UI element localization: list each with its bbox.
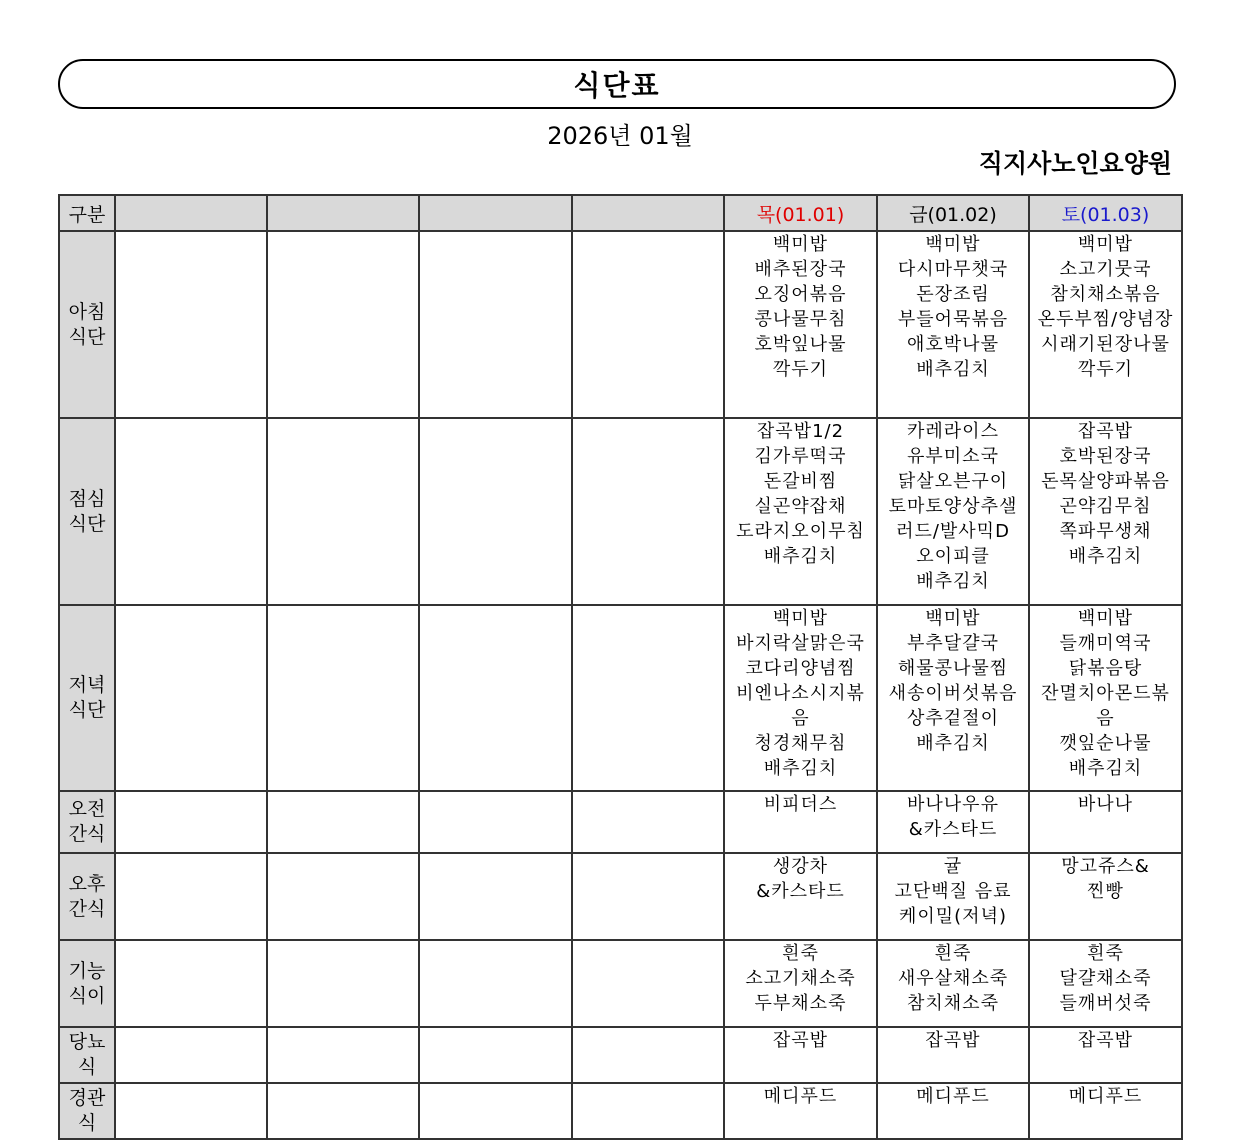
menu-item: 토마토양상추샐	[888, 496, 1018, 517]
menu-cell	[115, 791, 267, 853]
menu-cell	[1029, 1083, 1182, 1139]
title-banner	[58, 59, 1176, 109]
menu-item: 배추김치	[1068, 758, 1143, 779]
menu-item: 시래기된장나물	[1041, 334, 1170, 355]
menu-cell	[572, 1027, 724, 1083]
row-label	[59, 231, 115, 418]
menu-item: 참치채소죽	[907, 993, 999, 1014]
menu-item: 잡곡밥1/2	[756, 421, 845, 442]
menu-cell	[419, 1083, 572, 1139]
day-header	[267, 195, 419, 231]
menu-cell	[877, 605, 1029, 791]
menu-cell	[724, 605, 877, 791]
row-label	[59, 853, 115, 940]
menu-item: 호박된장국	[1059, 446, 1152, 467]
menu-item: 잡곡밥	[1077, 1030, 1134, 1051]
menu-item: 백미밥	[925, 234, 981, 255]
menu-item: 바나나	[1077, 794, 1134, 815]
menu-cell	[572, 1083, 724, 1139]
menu-item: 잡곡밥	[1077, 421, 1134, 442]
menu-cell	[572, 605, 724, 791]
meal-row	[59, 231, 1182, 418]
menu-item: 부들어묵볶음	[897, 309, 1009, 330]
menu-item: 오이피클	[916, 546, 990, 567]
menu-cell	[115, 418, 267, 605]
menu-item: 소고기뭇국	[1059, 259, 1152, 280]
menu-item: 돈목살양파볶음	[1041, 471, 1170, 492]
menu-cell	[877, 231, 1029, 418]
menu-cell	[267, 853, 419, 940]
menu-cell	[877, 791, 1029, 853]
menu-cell	[1029, 791, 1182, 853]
menu-cell	[419, 940, 572, 1027]
menu-item: 흰죽	[934, 943, 972, 964]
menu-item: 케이밀(저녁)	[899, 906, 1007, 927]
menu-item: 닭볶음탕	[1068, 658, 1143, 679]
menu-cell	[572, 231, 724, 418]
day-header: 금(01.02)	[877, 195, 1029, 231]
menu-item: 찐빵	[1087, 881, 1124, 902]
menu-item: 도라지오이무침	[736, 521, 865, 542]
menu-item: 새우살채소죽	[897, 968, 1009, 989]
day-header: 토(01.03)	[1029, 195, 1182, 231]
menu-item: 오징어볶음	[754, 284, 847, 305]
row-label-line: 당뇨	[68, 1031, 106, 1053]
menu-item: 닭살오븐구이	[897, 471, 1009, 492]
menu-cell	[1029, 418, 1182, 605]
menu-item: 잡곡밥	[772, 1030, 829, 1051]
menu-cell	[877, 853, 1029, 940]
row-label-line: 식단	[68, 512, 106, 535]
menu-cell	[877, 940, 1029, 1027]
menu-cell	[724, 231, 877, 418]
menu-item: 메디푸드	[763, 1086, 838, 1107]
day-header	[115, 195, 267, 231]
menu-cell	[1029, 1027, 1182, 1083]
header-row	[59, 195, 1182, 231]
menu-item: 백미밥	[1077, 234, 1134, 255]
menu-cell	[267, 1083, 419, 1139]
meal-row	[59, 1083, 1182, 1139]
row-label-line: 저녁	[68, 674, 106, 696]
menu-cell	[1029, 605, 1182, 791]
menu-item: 해물콩나물찜	[897, 658, 1009, 679]
menu-cell	[267, 791, 419, 853]
menu-item: 쪽파무생채	[1059, 521, 1152, 542]
menu-item: 깍두기	[772, 359, 829, 380]
row-label-line: 식단	[68, 699, 106, 721]
menu-cell	[877, 1083, 1029, 1139]
menu-item: 배추된장국	[754, 259, 847, 280]
menu-cell	[115, 1083, 267, 1139]
day-header	[419, 195, 572, 231]
menu-item: 깍두기	[1077, 359, 1134, 380]
menu-item: 달걀채소죽	[1059, 968, 1152, 989]
menu-item: 귤	[943, 856, 963, 877]
menu-item: 들깨버섯죽	[1059, 993, 1152, 1014]
row-label	[59, 940, 115, 1027]
menu-item: 참치채소볶음	[1050, 284, 1161, 305]
menu-item: 백미밥	[772, 608, 829, 629]
menu-cell	[724, 1027, 877, 1083]
menu-item: 다시마무챗국	[897, 259, 1009, 280]
menu-item: 비피더스	[763, 794, 838, 815]
row-label	[59, 1083, 115, 1139]
meal-row	[59, 940, 1182, 1027]
menu-item: 김가루떡국	[754, 446, 847, 467]
row-label-line: 간식	[68, 823, 106, 845]
menu-cell	[724, 418, 877, 605]
meal-row	[59, 418, 1182, 605]
menu-item: 생강차	[772, 856, 829, 877]
menu-item: 실곤약잡채	[754, 496, 847, 517]
corner-header: 구분	[59, 195, 115, 231]
menu-item: 흰죽	[1087, 943, 1124, 964]
menu-cell	[419, 605, 572, 791]
menu-item: 음	[1096, 708, 1115, 729]
menu-item: 배추김치	[916, 733, 990, 754]
row-label-line: 식	[77, 1112, 97, 1134]
meal-table	[58, 194, 1183, 1140]
menu-item: &카스타드	[908, 819, 998, 840]
menu-item: 바나나우유	[907, 794, 999, 815]
menu-cell	[267, 940, 419, 1027]
meal-row	[59, 853, 1182, 940]
menu-cell	[877, 418, 1029, 605]
menu-cell	[572, 940, 724, 1027]
menu-item: 바지락살맑은국	[736, 633, 865, 654]
menu-item: 부추달걀국	[907, 633, 999, 654]
menu-cell	[419, 853, 572, 940]
menu-item: 음	[791, 708, 810, 729]
menu-cell	[115, 940, 267, 1027]
meal-row	[59, 605, 1182, 791]
menu-item: 백미밥	[925, 608, 981, 629]
menu-cell	[267, 418, 419, 605]
menu-item: 러드/발사믹D	[896, 521, 1010, 542]
meal-row	[59, 791, 1182, 853]
menu-cell	[419, 418, 572, 605]
menu-cell	[572, 418, 724, 605]
menu-cell	[419, 791, 572, 853]
menu-cell	[877, 1027, 1029, 1083]
menu-item: 유부미소국	[907, 446, 999, 467]
menu-item: 카레라이스	[907, 421, 999, 442]
row-label-line: 식이	[68, 984, 106, 1007]
menu-item: 콩나물무침	[754, 309, 847, 330]
row-label-line: 간식	[68, 897, 106, 920]
row-label	[59, 605, 115, 791]
menu-item: 배추김치	[916, 359, 990, 380]
day-header: 목(01.01)	[724, 195, 877, 231]
meal-row	[59, 1027, 1182, 1083]
menu-item: 백미밥	[772, 234, 829, 255]
menu-item: 돈갈비찜	[763, 471, 838, 492]
menu-cell	[1029, 853, 1182, 940]
menu-item: 배추김치	[916, 571, 990, 592]
row-label-line: 아침	[68, 300, 106, 323]
menu-cell	[115, 1027, 267, 1083]
menu-item: 상추겉절이	[907, 708, 999, 729]
menu-cell	[267, 231, 419, 418]
row-label-line: 식단	[68, 325, 106, 348]
menu-item: &카스타드	[756, 881, 845, 902]
menu-item: 망고쥬스&	[1061, 856, 1150, 877]
menu-item: 배추김치	[763, 546, 838, 567]
menu-cell	[1029, 940, 1182, 1027]
menu-item: 흰죽	[782, 943, 819, 964]
menu-item: 코다리양념찜	[745, 658, 856, 679]
menu-cell	[724, 1083, 877, 1139]
menu-item: 돈장조림	[916, 284, 990, 305]
menu-cell	[115, 853, 267, 940]
menu-item: 잔멸치아몬드볶	[1041, 683, 1170, 704]
month-label: 2026년 01월	[547, 122, 693, 150]
menu-cell	[267, 605, 419, 791]
menu-cell	[419, 1027, 572, 1083]
row-label-line: 오후	[68, 872, 106, 895]
organization-name: 직지사노인요양원	[978, 149, 1172, 178]
menu-cell	[724, 853, 877, 940]
menu-item: 청경채무침	[754, 733, 847, 754]
row-label	[59, 791, 115, 853]
menu-item: 비엔나소시지볶	[736, 683, 865, 704]
menu-item: 온두부찜/양념장	[1037, 309, 1174, 330]
menu-item: 애호박나물	[907, 334, 999, 355]
menu-item: 호박잎나물	[754, 334, 847, 355]
row-label-line: 식	[77, 1056, 97, 1078]
row-label	[59, 418, 115, 605]
menu-item: 배추김치	[1068, 546, 1143, 567]
row-label	[59, 1027, 115, 1083]
menu-cell	[724, 791, 877, 853]
menu-item: 새송이버섯볶음	[888, 683, 1018, 704]
menu-item: 백미밥	[1077, 608, 1134, 629]
menu-cell	[572, 853, 724, 940]
menu-cell	[572, 791, 724, 853]
menu-item: 두부채소죽	[754, 993, 847, 1014]
day-header	[572, 195, 724, 231]
menu-item: 잡곡밥	[925, 1030, 981, 1051]
menu-cell	[115, 605, 267, 791]
menu-item: 고단백질 음료	[894, 881, 1012, 902]
page-title: 식단표	[573, 69, 661, 102]
menu-cell	[419, 231, 572, 418]
row-label-line: 경관	[68, 1087, 106, 1109]
menu-item: 메디푸드	[916, 1086, 990, 1107]
menu-cell	[724, 940, 877, 1027]
menu-item: 배추김치	[763, 758, 838, 779]
menu-item: 곤약김무침	[1059, 496, 1152, 517]
menu-item: 메디푸드	[1068, 1086, 1143, 1107]
row-label-line: 오전	[68, 798, 106, 820]
row-label-line: 점심	[68, 487, 106, 510]
row-label-line: 기능	[68, 959, 106, 982]
menu-cell	[267, 1027, 419, 1083]
menu-cell	[1029, 231, 1182, 418]
menu-item: 깻잎순나물	[1059, 733, 1152, 754]
menu-item: 들깨미역국	[1059, 633, 1152, 654]
menu-cell	[115, 231, 267, 418]
menu-item: 소고기채소죽	[745, 968, 856, 989]
